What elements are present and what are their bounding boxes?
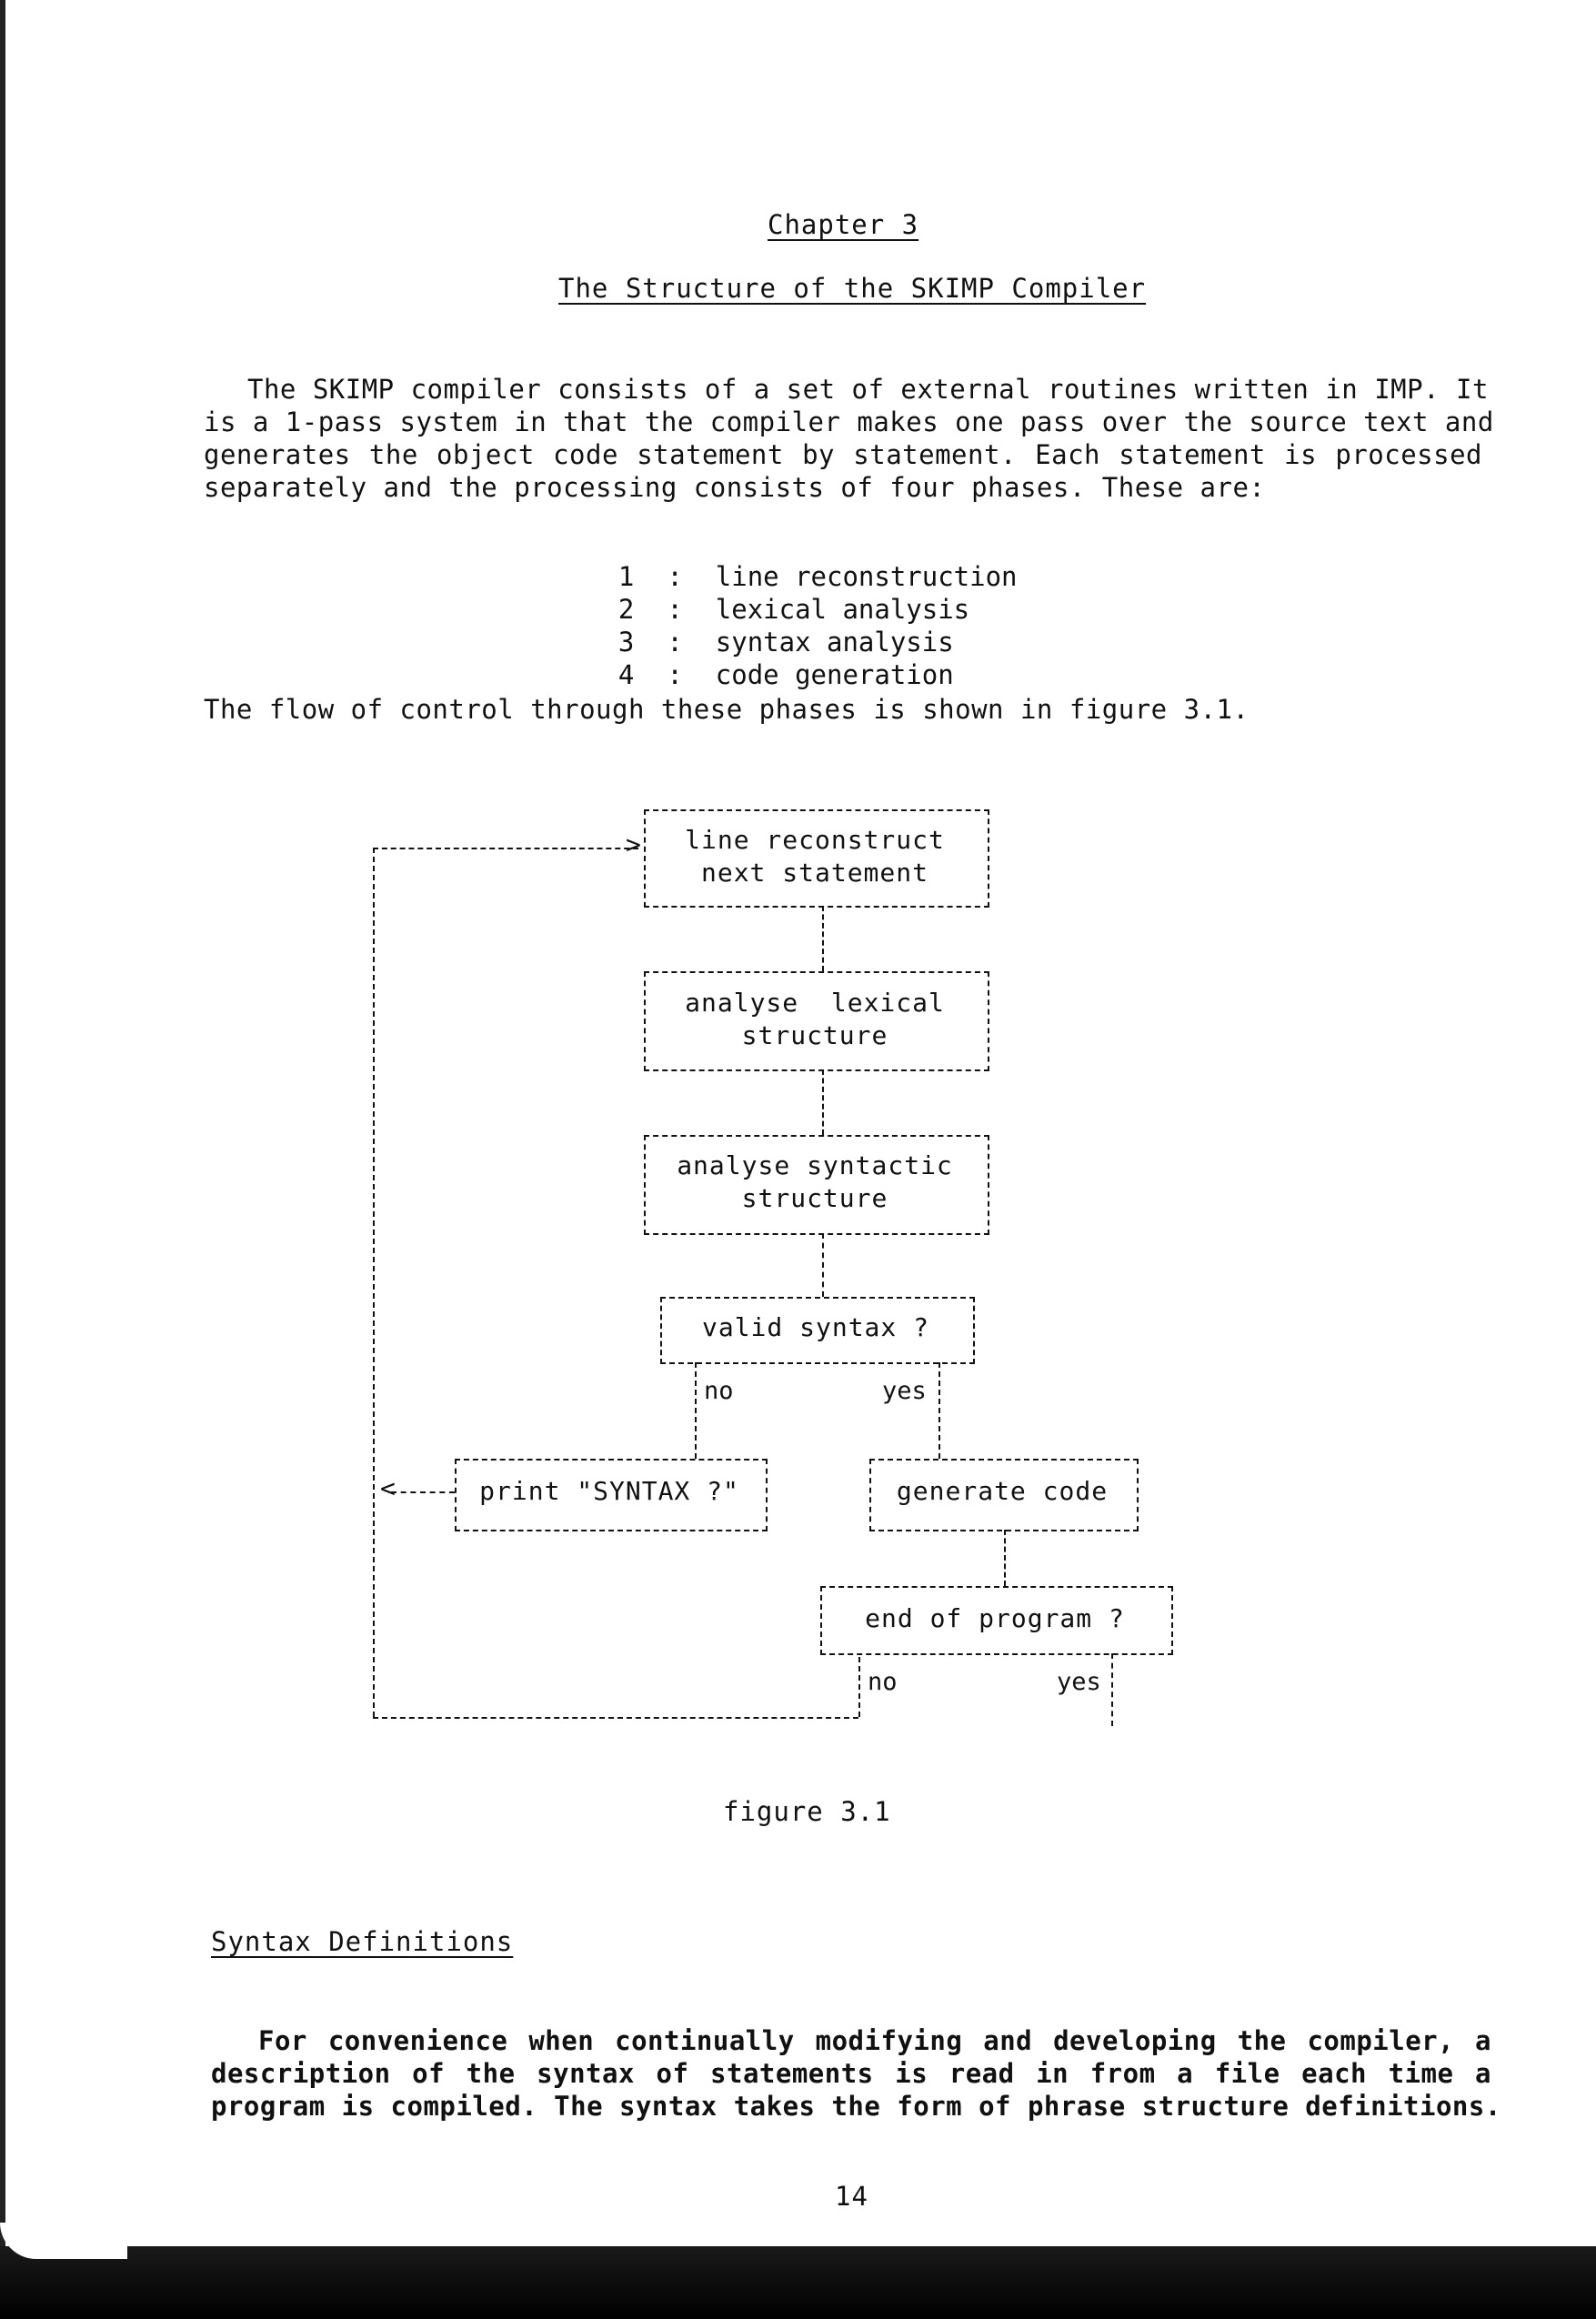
valid-syntax-label: valid syntax ? — [701, 1312, 929, 1342]
connector-4 — [1004, 1530, 1006, 1586]
loop-bottom-connector — [373, 1717, 858, 1719]
scan-bottom-shadow — [0, 2246, 1596, 2319]
connector-1 — [822, 906, 824, 971]
line-reconstruct-label: line reconstruct next statement — [685, 825, 945, 888]
connector-2 — [822, 1069, 824, 1135]
lexical-label: analyse lexical structure — [685, 988, 945, 1050]
syntax-paragraph — [211, 2024, 1501, 2123]
phase-label: syntax analysis — [715, 627, 954, 658]
flow-sentence: The flow of control through these phases is shown in figure 3.1. — [204, 694, 1250, 725]
phase-label: code generation — [715, 659, 954, 690]
end-yes-line — [1111, 1653, 1113, 1726]
syntax-no-label: no — [704, 1377, 734, 1405]
loop-top-connector — [373, 848, 638, 849]
phase-separator: : — [667, 627, 683, 658]
phase-number: 4 — [617, 659, 635, 690]
phase-separator: : — [667, 561, 683, 592]
phase-separator: : — [667, 594, 683, 625]
phase-number: 1 — [617, 561, 635, 592]
syntax-line: description of the syntax of statements is read in from a file each time a — [211, 2058, 1491, 2089]
intro-line: The SKIMP compiler consists of a set of external routines written in IMP. It — [247, 374, 1489, 405]
intro-line: separately and the processing consists of four phases. These are: — [204, 472, 1266, 503]
chapter-title: The Structure of the SKIMP Compiler — [558, 273, 1147, 304]
intro-line: is a 1-pass system in that the compiler makes one pass over the source text and — [204, 407, 1494, 437]
section-heading: Syntax Definitions — [211, 1926, 514, 1957]
arrow-left-icon: < — [380, 1473, 396, 1503]
end-no-line — [858, 1657, 860, 1717]
syntax-yes-label: yes — [882, 1377, 927, 1405]
syntax-yes-line — [939, 1362, 940, 1459]
syntactic-label: analyse syntactic structure — [677, 1150, 953, 1213]
phase-number: 3 — [617, 627, 635, 658]
phase-separator: : — [667, 659, 683, 690]
error-return-line — [391, 1491, 455, 1493]
chapter-heading: Chapter 3 — [768, 209, 919, 240]
end-of-program-label: end of program ? — [865, 1603, 1125, 1633]
print-error-label: print "SYNTAX ?" — [479, 1476, 739, 1506]
phase-label: lexical analysis — [715, 594, 970, 625]
page-number: 14 — [835, 2181, 868, 2212]
intro-line: generates the object code statement by statement. Each statement is processed — [204, 439, 1482, 470]
end-no-label: no — [868, 1668, 898, 1696]
arrow-right-icon: > — [626, 829, 641, 859]
syntax-line: For convenience when continually modifying and developing the compiler, a — [258, 2025, 1491, 2056]
syntax-line: program is compiled. The syntax takes the form of phrase structure definitions. — [211, 2091, 1501, 2122]
syntax-no-line — [695, 1362, 697, 1459]
generate-code-label: generate code — [896, 1476, 1109, 1506]
end-yes-label: yes — [1057, 1668, 1101, 1696]
figure-caption: figure 3.1 — [723, 1796, 891, 1827]
connector-3 — [822, 1233, 824, 1297]
phase-number: 2 — [617, 594, 635, 625]
loop-left-line — [373, 848, 375, 1717]
phase-label: line reconstruction — [715, 561, 1018, 592]
